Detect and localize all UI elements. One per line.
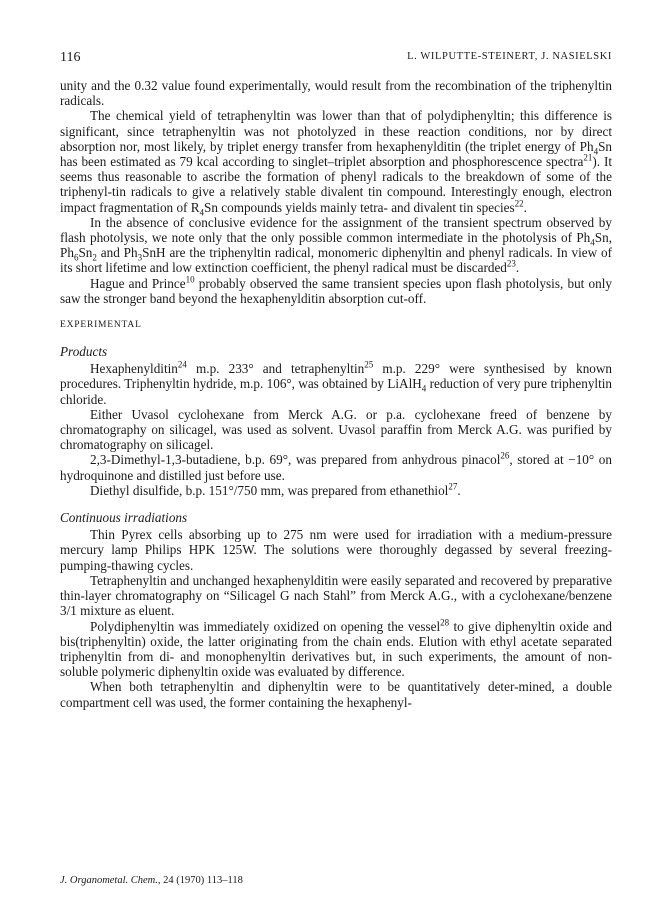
- paragraph-intro-3: In the absence of conclusive evidence for the assignment of the transient spectrum observed by flash photolysis, we note only that the only possible common intermediate in the photolysis of $Ph_4Sn$, $Ph_6Sn_2$ and $Ph_3SnH$ are the triphenyltin radical, monomeric diphenyltin and phenyl radicals. In view of its short lifetime and low extinction coefficient, the phenyl radical must be discarded$^{23}$.: [60, 214, 612, 276]
- page-number: 116: [60, 50, 81, 65]
- paragraph-irradiations-4: When both tetraphenyltin and diphenyltin were to be quantitatively deter-mined, a double compartment cell was used, the former containing the hexaphenyl-: [60, 679, 612, 710]
- paragraph-intro-2: The chemical yield of tetraphenyltin was lower than that of polydiphenyltin; this difference is significant, since tetraphenyltin was not photolyzed in these reaction conditions, nor by direct absorption nor, most likely, by triplet energy transfer from hexaphenylditin (the triplet energy of $Ph_4Sn$ has been estimated as 79 kcal according to singlet–triplet absorption and phosphorescence spectra$^{21}$). It seems thus reasonable to ascribe the formation of phenyl radicals to the breakdown of some of the triphenyl-tin radicals to give a relatively stable divalent tin compound. Interestingly enough, electron impact fragmentation of $R_4Sn$ compounds yields mainly tetra- and divalent tin species$^{22}$.: [60, 108, 613, 218]
- paragraph-irradiations-3: Polydiphenyltin was immediately oxidized on opening the vessel$^{28}$ to give diphenyltin oxide and bis(triphenyltin) oxide, the latter originating from the chain ends. Elution with ethyl acetate separated triphenyltin from di- and monophenyltin derivatives but, in such experiments, the amount of non-soluble polymeric diphenyltin oxide was evaluated by difference.: [60, 617, 613, 680]
- paragraph-products-1: Hexaphenylditin$^{24}$ m.p. 233° and tetraphenyltin$^{25}$ m.p. 229° were synthesised by known procedures. Triphenyltin hydride, m.p. 106°, was obtained by LiAlH$_4$ reduction of very pure triphenyltin chloride.: [60, 359, 613, 407]
- running-head: L. WILPUTTE-STEINERT, J. NASIELSKI: [407, 51, 612, 62]
- journal-volume: 24 (1970) 113–118: [160, 875, 243, 886]
- subheading-products: Products: [60, 344, 108, 360]
- article-body: [60, 78, 612, 710]
- paragraph-irradiations-1: Thin Pyrex cells absorbing up to 275 nm were used for irradiation with a medium-pressure mercury lamp Philips HPK 125W. The solutions were thoroughly degassed by several freezing-pumping-thawing cycles.: [60, 527, 612, 573]
- paragraph-intro-1: unity and the 0.32 value found experimentally, would result from the recombination of the triphenyltin radicals.: [60, 78, 612, 109]
- page-footer: [60, 875, 243, 886]
- paragraph-intro-4: Hague and Prince$^{10}$ probably observed the same transient species upon flash photolysis, but only saw the stronger band beyond the hexaphenylditin absorption cut-off.: [60, 274, 612, 306]
- page-header: [60, 50, 612, 66]
- paragraph-irradiations-2: Tetraphenyltin and unchanged hexaphenylditin were easily separated and recovered by preparative thin-layer chromatography on “Silicagel G nach Stahl” from Merck A.G., with a cyclohexane/benzene 3/1 mixture as eluent.: [60, 572, 612, 619]
- journal-name: J. Organometal. Chem.,: [60, 875, 161, 886]
- paragraph-products-2: Either Uvasol cyclohexane from Merck A.G. or p.a. cyclohexane freed of benzene by chromatography on silicagel, was used as solvent. Uvasol paraffin from Merck A.G. was purified by chromatography on silicagel.: [60, 406, 612, 453]
- section-heading-experimental: EXPERIMENTAL: [60, 320, 142, 331]
- paragraph-products-3: 2,3-Dimethyl-1,3-butadiene, b.p. 69°, was prepared from anhydrous pinacol$^{26}$, stored at −10° on hydroquinone and distilled just before use.: [60, 451, 612, 483]
- paragraph-products-4: Diethyl disulfide, b.p. 151°/750 mm, was prepared from ethanethiol$^{27}$.: [90, 481, 461, 498]
- subheading-continuous-irradiations: Continuous irradiations: [60, 510, 188, 526]
